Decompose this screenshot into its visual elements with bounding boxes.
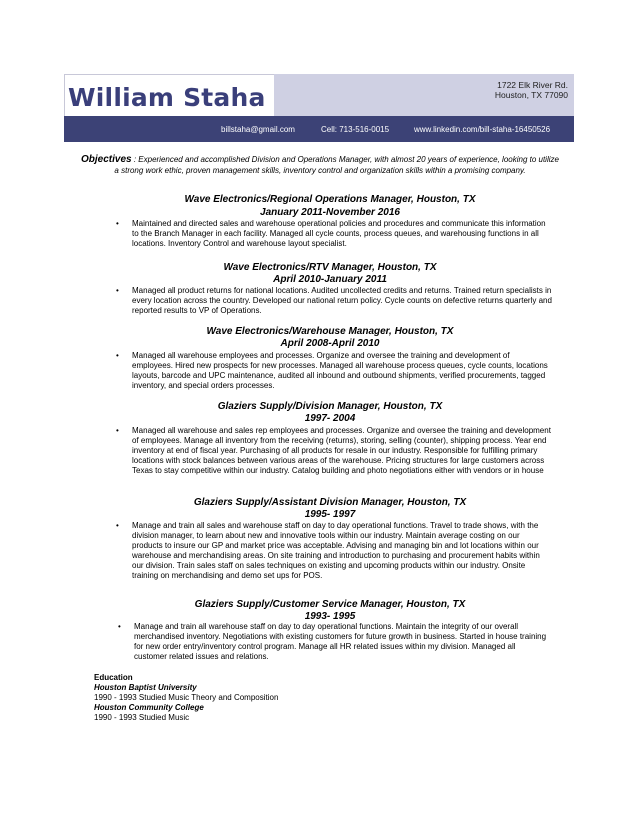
education-heading: Education xyxy=(94,673,133,682)
objective-separator: : xyxy=(131,155,139,164)
job-description: Managed all warehouse employees and processes. Organize and oversee the training and development of employees. Hired new prospects for new processes. Managed all warehouse process queues, cycle counts, locations layouts, barcode and UPC maintenance, audited all inbound and outbound shipments, verified procurements, tagged inventory, and special orders processes. xyxy=(132,351,548,390)
candidate-name: William Staha xyxy=(68,83,266,112)
address-line-1: 1722 Elk River Rd. xyxy=(497,80,568,90)
name-block xyxy=(64,74,274,116)
job-dates: 1995- 1997 xyxy=(304,509,356,520)
school-name: Houston Community College xyxy=(94,703,204,712)
address-line-2: Houston, TX 77090 xyxy=(494,90,568,100)
job-title: Wave Electronics/RTV Manager, Houston, TX xyxy=(223,262,437,273)
job-description: Maintained and directed sales and warehouse operational policies and procedures and communicate this information to the Branch Manager in each facility. Managed all cycle counts, process queues, and warehousing functions in all locations. Inventory Control and warehouse layout specialist. xyxy=(132,219,546,248)
school-detail: 1990 - 1993 Studied Music xyxy=(94,713,190,722)
job-title: Glaziers Supply/Customer Service Manager, Houston, TX xyxy=(194,599,466,610)
job-dates: April 2008-April 2010 xyxy=(280,338,380,349)
linkedin-link[interactable]: www.linkedin.com/bill-staha-16450526 xyxy=(414,125,551,134)
objective-label: Objectives xyxy=(81,154,132,165)
address-block xyxy=(274,74,574,116)
address xyxy=(495,80,568,100)
bullet-icon: • xyxy=(116,521,119,530)
job-title: Wave Electronics/Regional Operations Manager, Houston, TX xyxy=(184,194,476,205)
contact-bar xyxy=(64,116,574,142)
job-dates: 1997- 2004 xyxy=(304,413,356,424)
job-description: Manage and train all warehouse staff on day to day operational functions. Maintain the integrity of our overall merchandised inventory. Negotiations with existing customers for future growth in business. Started in house training for new order entry/inventory control program. Manage all HR related issues within my division. Managed all customer related issues and relations. xyxy=(134,622,547,661)
bullet-icon: • xyxy=(116,426,119,435)
job-description: Managed all warehouse and sales rep employees and processes. Organize and oversee the training and development of employees. Manage all inventory from the receiving (returns), storing, selling (counter), shipping process. Year end inventory at end of fiscal year. Purchasing of all products for resale in our industry. Responsible for fulfilling primary locations with stock balances between various areas of the warehouse. Pricing structures for large customers across Texas to stay competitive within our industry. Catalog building and photo negotiations either with vendors or in house xyxy=(132,426,551,475)
objective-section xyxy=(80,154,560,176)
bullet-icon: • xyxy=(116,351,119,360)
job-description: Managed all product returns for national locations. Audited uncollected credits and returns. Trained return specialists in every location across the country. Developed our national return policy. Cycle counts on defective returns quarterly and reported results to VP of Operations. xyxy=(132,286,552,315)
school-name: Houston Baptist University xyxy=(94,683,197,692)
bullet-icon: • xyxy=(116,286,119,295)
job-title: Wave Electronics/Warehouse Manager, Houston, TX xyxy=(206,326,454,337)
resume-header xyxy=(64,74,574,142)
job-dates: 1993- 1995 xyxy=(304,611,356,622)
bullet-icon: • xyxy=(118,622,121,631)
job-title: Glaziers Supply/Assistant Division Manager, Houston, TX xyxy=(193,497,467,508)
job-dates: April 2010-January 2011 xyxy=(273,274,387,285)
bullet-icon: • xyxy=(116,219,119,228)
job-dates: January 2011-November 2016 xyxy=(260,207,400,218)
school-detail: 1990 - 1993 Studied Music Theory and Composition xyxy=(94,693,279,702)
objective-text: Experienced and accomplished Division and Operations Manager, with almost 20 years of experience, looking to utilize a strong work ethic, proven management skills, inventory control and organization skills within a promising company. xyxy=(114,155,559,175)
job-title: Glaziers Supply/Division Manager, Houston, TX xyxy=(217,401,443,412)
email-link[interactable]: billstaha@gmail.com xyxy=(221,125,295,134)
phone-number: Cell: 713-516-0015 xyxy=(321,125,390,134)
job-description: Manage and train all sales and warehouse staff on day to day operational functions. Travel to trade shows, with the division manager, to learn about new and innovative tools within our industry. Maintain average costing on our products to insure our GP and market price was acceptable. Advising and managing bin and lot locations within our warehouse and merchandising areas. On site training and introduction to purchasing and procurement habits within our division. Train sales staff on sales techniques on existing and upcoming products within our industry. Onsite training on merchandising and demo set ups for POS. xyxy=(132,521,540,580)
